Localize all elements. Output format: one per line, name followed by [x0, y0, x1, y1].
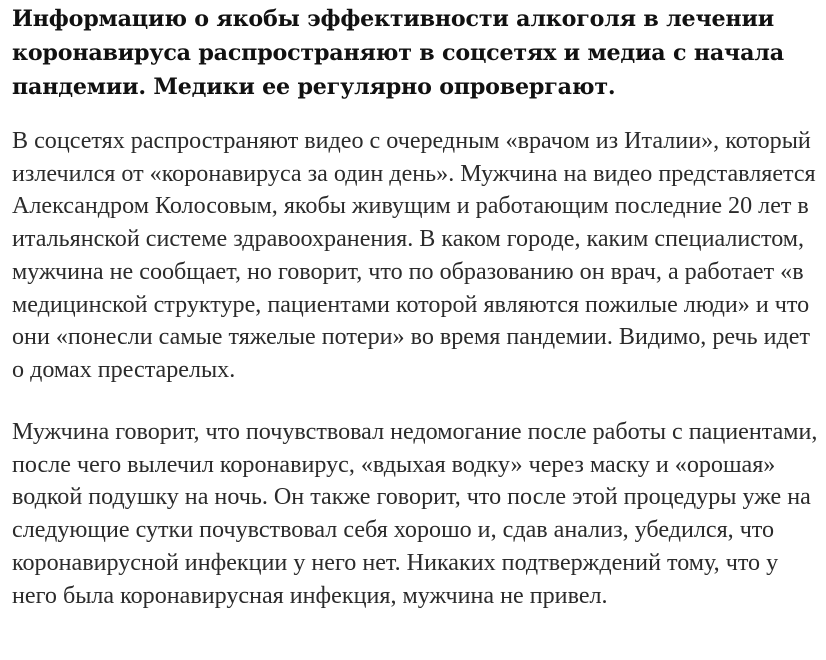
article-lead: Информацию о якобы эффективности алкоголя в лечении коронавируса распространяют в соцсетях и медиа с начала пандемии. Медики ее регулярно опровергают. [12, 6, 784, 100]
article-paragraph-2: Мужчина говорит, что почувствовал недомогание после работы с пациентами, после чего вылечил коронавирус, «вдыхая водку» через маску и «орошая» водкой подушку на ночь. Он также говорит, что после этой процедуры уже на следующие сутки почувствовал себя хорошо и, сдав анализ, убедился, что коронавирусной инфекции у него нет. Никаких подтверждений тому, что у него была коронавирусная инфекция, мужчина не привел. [12, 419, 818, 609]
article-paragraph-1: В соцсетях распространяют видео с очередным «врачом из Италии», который излечился от «коронавируса за один день». Мужчина на видео представляется Александром Колосовым, якобы живущим и работающим последние 20 лет в итальянской системе здравоохранения. В каком городе, каким специалистом, мужчина не сообщает, но говорит, что по образованию он врач, а работает «в медицинской структуре, пациентами которой являются пожилые люди» и что они «понесли самые тяжелые потери» во время пандемии. Видимо, речь идет о домах престарелых. [12, 128, 816, 383]
